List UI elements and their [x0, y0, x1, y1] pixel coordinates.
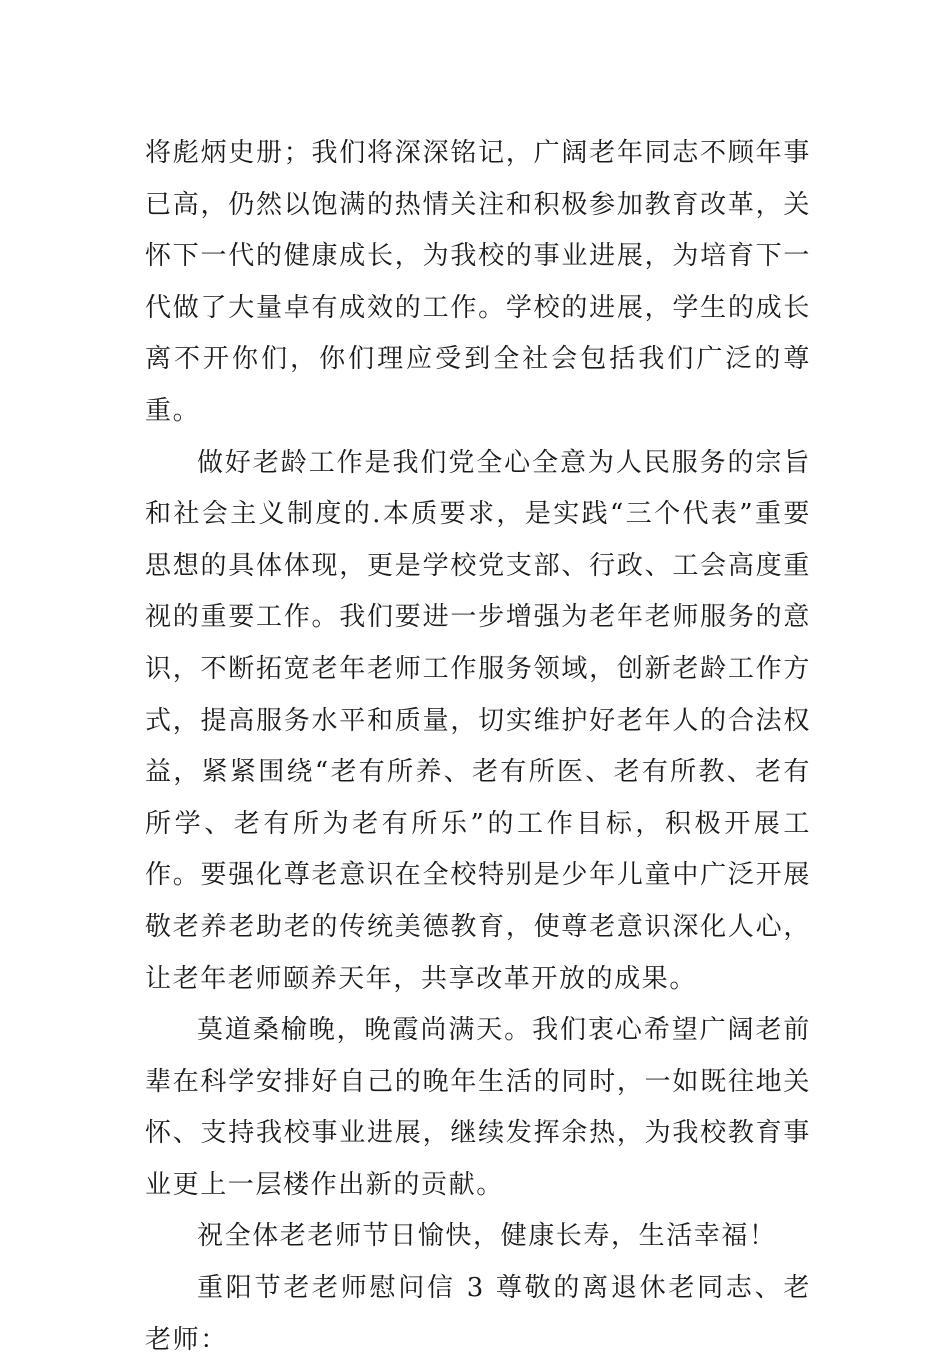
document-body: [145, 128, 811, 1366]
paragraph-4: 祝全体老老师节日愉快，健康长寿，生活幸福！: [197, 1221, 777, 1252]
paragraph-5: 重阳节老老师慰问信 3 尊敬的离退休老同志、老老师：: [145, 1273, 811, 1355]
paragraph-2: 做好老龄工作是我们党全心全意为人民服务的宗旨和社会主义制度的.本质要求，是实践“三个代表”重要思想的具体体现，更是学校党支部、行政、工会高度重视的重要工作。我们要进一步增强为老年老师服务的意识，不断拓宽老年老师工作服务领域，创新老龄工作方式，提高服务水平和质量，切实维护好老年人的合法权益，紧紧围绕“老有所养、老有所医、老有所教、老有所学、老有所为老有所乐”的工作目标，积极开展工作。要强化尊老意识在全校特别是少年儿童中广泛开展敬老养老助老的传统美德教育，使尊老意识深化人心，让老年老师颐养天年，共享改革开放的成果。: [145, 447, 811, 994]
paragraph-3: 莫道桑榆晚，晚霞尚满天。我们衷心希望广阔老前辈在科学安排好自己的晚年生活的同时，一如既往地关怀、支持我校事业进展，继续发挥余热，为我校教育事业更上一层楼作出新的贡献。: [145, 1015, 811, 1200]
paragraph-1: 将彪炳史册；我们将深深铭记，广阔老年同志不顾年事已高，仍然以饱满的热情关注和积极参加教育改革，关怀下一代的健康成长，为我校的事业进展，为培育下一代做了大量卓有成效的工作。学校的进展，学生的成长离不开你们，你们理应受到全社会包括我们广泛的尊重。: [145, 138, 811, 426]
